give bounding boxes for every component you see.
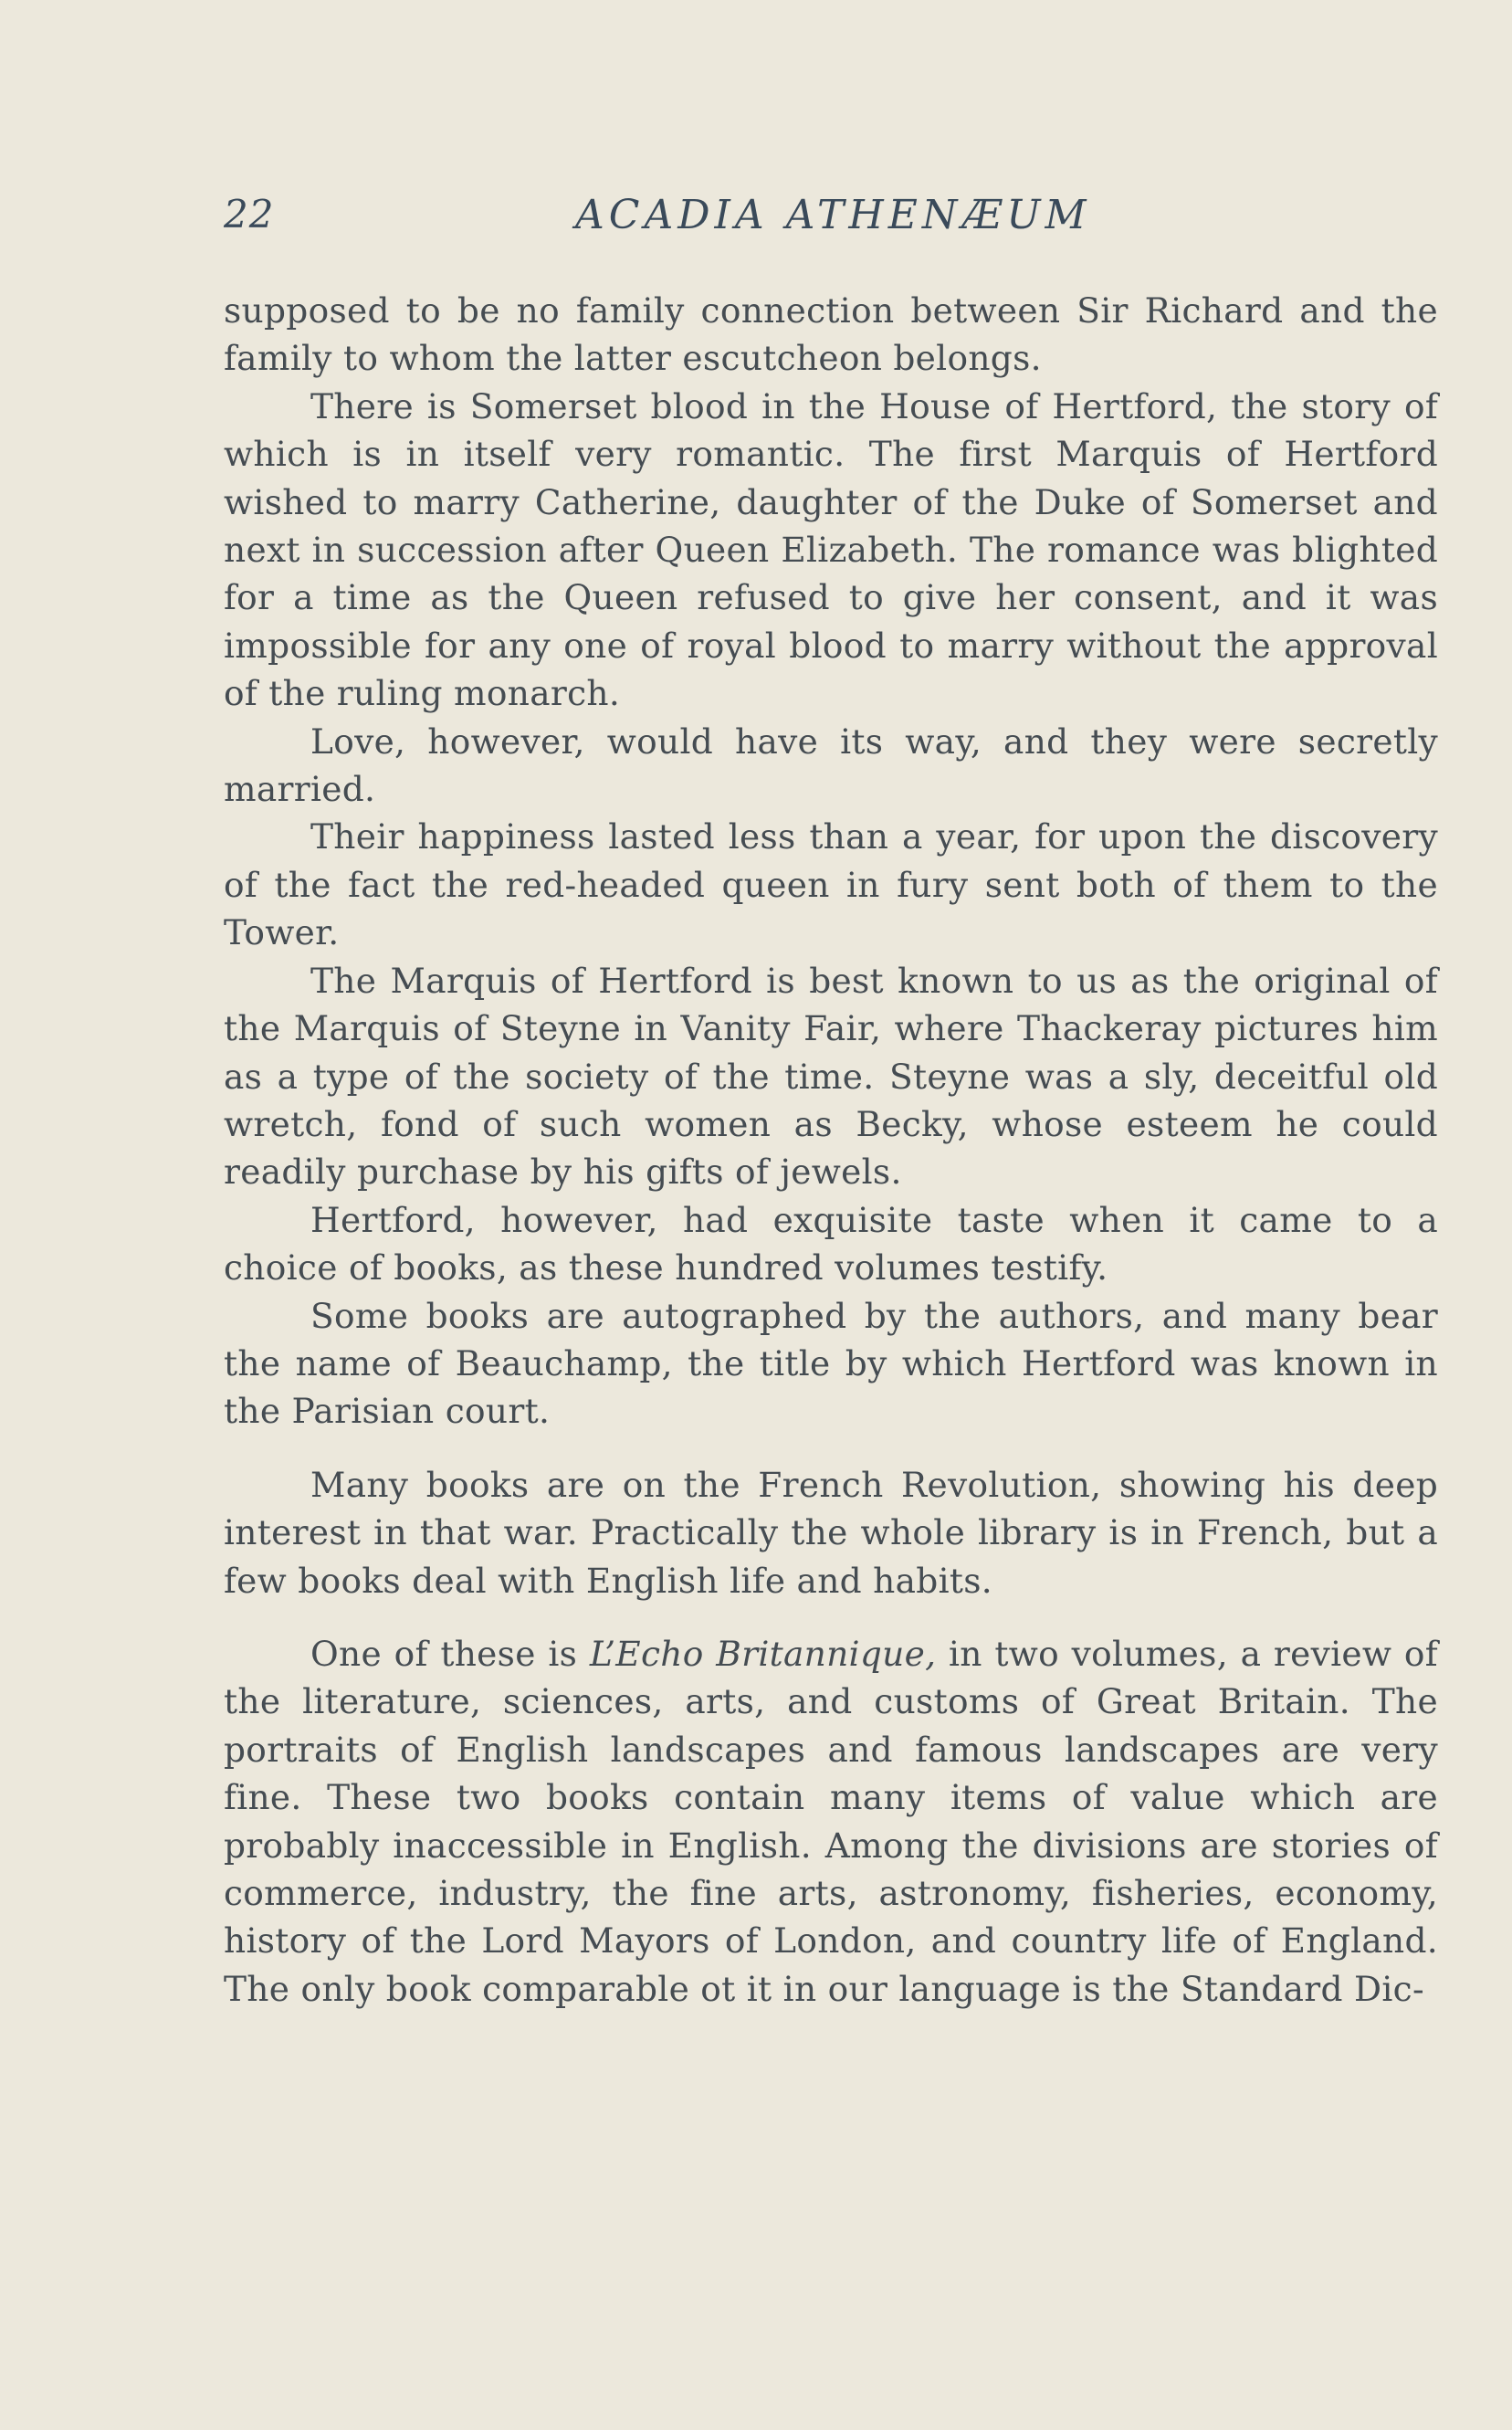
- text-after-title: in two volumes, a review of the literature, sciences, arts, and customs of Great Britain. The portraits of English landscapes and famous landscapes are very fine. These two books contain many items of value which are probably inaccessible in English. Among the divisions are stories of commerce, industry, the fine arts, astronomy, fisheries, economy, history of the Lord Mayors of London, and country life of England. The only book comparable ot it in our language is the Standard Dic-: [224, 1633, 1438, 2009]
- page-number: 22: [224, 192, 275, 237]
- journal-title: ACADIA ATHENÆUM: [575, 192, 1091, 238]
- running-header: [224, 192, 1447, 247]
- paragraph-exquisite-taste: Hertford, however, had exquisite taste when it came to a choice of books, as these hundred volumes testify.: [224, 1199, 1438, 1289]
- article-body: [224, 287, 1438, 2013]
- paragraph-continuation: supposed to be no family connection between Sir Richard and the family to whom the latter escutcheon belongs.: [224, 290, 1438, 379]
- book-title: L’Echo Britannique,: [589, 1633, 937, 1674]
- paragraph-marquis-steyne: The Marquis of Hertford is best known to us as the original of the Marquis of Steyne in Vanity Fair, where Thackeray pictures him as a type of the society of the time. Steyne was a sly, deceitful old wretch, fond of such women as Becky, whose esteem he could readily purchase by his gifts of jewels.: [224, 960, 1438, 1193]
- text-before-title: One of these is: [310, 1633, 590, 1674]
- paragraph-autographed-books: Some books are autographed by the authors, and many bear the name of Beauchamp, the title by which Hertford was known in the Parisian court.: [224, 1295, 1438, 1432]
- paragraph-happiness: Their happiness lasted less than a year, for upon the discovery of the fact the red-headed queen in fury sent both of them to the Tower.: [224, 816, 1438, 953]
- paragraph-french-revolution: Many books are on the French Revolution, showing his deep interest in that war. Practically the whole library is in French, but a few books deal with English life and habits.: [224, 1464, 1438, 1601]
- paragraph-echo-britannique: [224, 1630, 1438, 2013]
- paragraph-love: Love, however, would have its way, and they were secretly married.: [224, 721, 1438, 810]
- paragraph-somerset-blood: There is Somerset blood in the House of Hertford, the story of which is in itself very romantic. The first Marquis of Hertford wished to marry Catherine, daughter of the Duke of Somerset and next in succession after Queen Elizabeth. The romance was blighted for a time as the Queen refused to give her consent, and it was impossible for any one of royal blood to marry without the approval of the ruling monarch.: [224, 385, 1438, 714]
